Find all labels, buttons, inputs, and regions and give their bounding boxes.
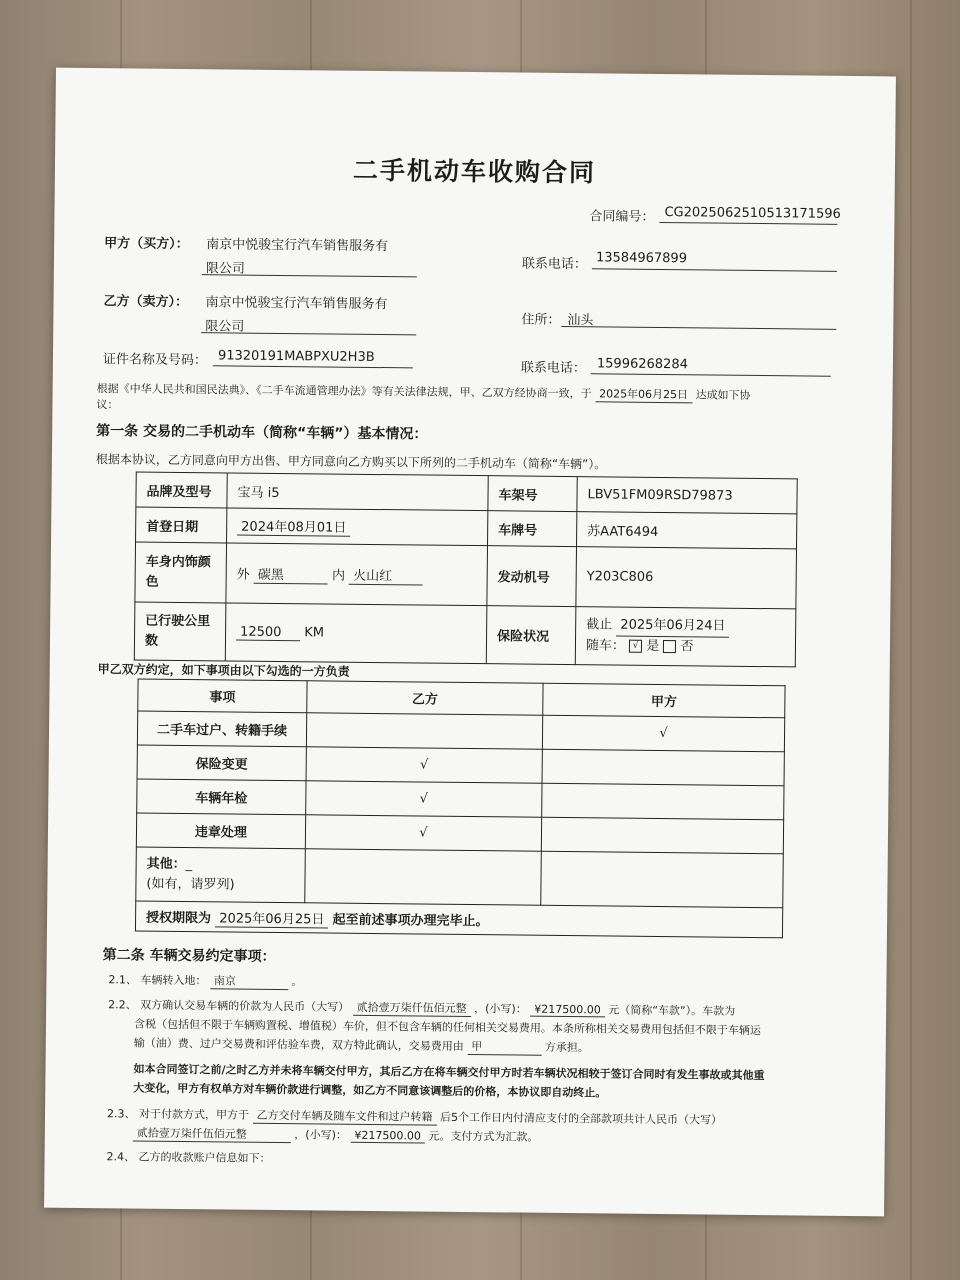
clause-2-2: 2.2、 双方确认交易车辆的价款为人民币（大写） 贰拾壹万柒仟伍佰元整 ，(小写)： ¥217500.00 元（简称“车款”）。车款为 <box>108 998 736 1018</box>
party-a-name-line1: 南京中悦骏宝行汽车销售服务有 <box>206 237 389 255</box>
clause-2-3-line2: 贰拾壹万柒仟伍佰元整 ，(小写)： ¥217500.00 元。支付方式为汇款。 <box>133 1124 539 1145</box>
agreement-intro: 甲乙双方约定，如下事项由以下勾选的一方负责 <box>97 662 350 679</box>
vehicle-colors: 外 碳黑 内 火山红 <box>226 543 488 606</box>
party-b-phone: 15996268284 <box>596 356 688 373</box>
table-row: 车辆年检 √ <box>137 779 784 820</box>
contract-paper <box>44 68 896 1217</box>
vehicle-outer-color: 碳黑 <box>254 563 328 584</box>
party-b-id-value: 91320191MABPXU2H3B <box>217 348 375 365</box>
contract-title: 二手机动车收购合同 <box>352 155 597 188</box>
party-a-label: 甲方（买方）： <box>104 236 189 253</box>
table-row: 二手车过户、转籍手续 √ <box>137 711 784 752</box>
vehicle-engine: Y203C806 <box>576 547 797 609</box>
table-row: 车身内饰颜 色 外 碳黑 内 火山红 发动机号 Y203C806 <box>135 542 797 609</box>
responsibility-table <box>135 679 786 939</box>
preamble-text: 根据《中华人民共和国民法典》、《二手车流通管理办法》等有关法律法规，甲、乙双方经协商一致，于 2025年06月25日 达成如下协 <box>96 382 751 402</box>
party-a-phone-label: 联系电话： <box>521 256 588 273</box>
party-b-name-line2: 限公司 <box>205 319 245 335</box>
party-b-phone-label: 联系电话： <box>520 360 586 377</box>
clause-2-4: 2.4、 乙方的收款账户信息如下： <box>106 1150 271 1165</box>
table-row <box>135 901 782 938</box>
vehicle-insurance: 截止 2025年06月24日 随车： √ 是 否 <box>575 607 796 667</box>
preamble-text-end: 议： <box>96 398 119 412</box>
article2-heading: 第二条 车辆交易约定事项： <box>102 947 276 965</box>
checkbox-yes[interactable]: √ <box>629 640 642 653</box>
party-b-label: 乙方（卖方）： <box>103 294 189 311</box>
vehicle-reg-date: 2024年08月01日 <box>227 508 488 546</box>
article1-intro: 根据本协议，乙方同意向甲方出售、甲方同意向乙方购买以下所列的二手机动车（简称“车辆”）。 <box>95 452 607 472</box>
clause-2-2-line2: 含税（包括但不限于车辆购置税、增值税）车价，但不包含车辆的任何相关交易费用。本条所称相关交易费用包括但不限于车辆运 <box>133 1017 762 1038</box>
party-b-name-line1: 南京中悦骏宝行汽车销售服务有 <box>205 295 388 313</box>
vehicle-inner-color: 火山红 <box>349 564 423 585</box>
vehicle-brand: 宝马 i5 <box>227 473 488 511</box>
article1-heading: 第一条 交易的二手机动车（简称“车辆”）基本情况： <box>96 423 428 443</box>
party-b-address: 汕头 <box>567 313 594 329</box>
table-row: 事项 乙方 甲方 <box>138 679 785 718</box>
party-b-address-label: 住所： <box>521 312 561 328</box>
bold-clause-line1: 如本合同签订之前/之时乙方并未将车辆交付甲方，其后乙方在将车辆交付甲方时若车辆状况相较于签订合同时有发生事故或其他重 <box>133 1062 765 1083</box>
vehicle-vin: LBV51FM09RSD79873 <box>577 477 797 514</box>
vehicle-info-table <box>134 471 798 667</box>
party-a-phone: 13584967899 <box>595 250 688 267</box>
table-row: 品牌及型号 宝马 i5 车架号 LBV51FM09RSD79873 <box>136 472 797 514</box>
contract-no-value: CG2025062510513171596 <box>664 205 841 222</box>
contract-no-label: 合同编号： <box>589 209 655 225</box>
checkbox-no[interactable] <box>663 640 676 653</box>
table-row: 已行驶公里 数 12500 KM 保险状况 截止 2025年06月24日 随车： √ 是 否 <box>134 602 796 667</box>
vehicle-mileage: 12500 KM <box>225 603 487 664</box>
table-row: 违章处理 √ <box>136 813 783 854</box>
preamble-date: 2025年06月25日 <box>595 385 692 403</box>
party-a-name-line2: 限公司 <box>205 261 245 277</box>
clause-2-3: 2.3、 对于付款方式，甲方于 乙方交付车辆及随车文件和过户转籍 后5个工作日内付清应支付的全部款项共计人民币（大写） <box>106 1107 723 1127</box>
table-row: 保险变更 √ <box>137 745 784 786</box>
table-row: 首登日期 2024年08月01日 车牌号 苏AAT6494 <box>136 507 797 549</box>
vehicle-plate: 苏AAT6494 <box>577 512 797 549</box>
party-b-id-label: 证件名称及号码： <box>102 352 208 369</box>
authorization-period: 授权期限为 2025年06月25日 起至前述事项办理完毕止。 <box>135 901 782 938</box>
table-row: 其他：_ (如有，请罗列) <box>136 847 784 908</box>
bold-clause-line2: 大变化，甲方有权单方对车辆价款进行调整，如乙方不同意该调整后的价格，本协议即自动终止。 <box>133 1081 607 1100</box>
clause-2-1: 2.1、 车辆转入地： 南京 。 <box>108 973 303 989</box>
clause-2-2-line3: 输（油）费、过户交易费和评估验车费，双方特此确认，交易费用由 甲 方承担。 <box>133 1036 589 1055</box>
